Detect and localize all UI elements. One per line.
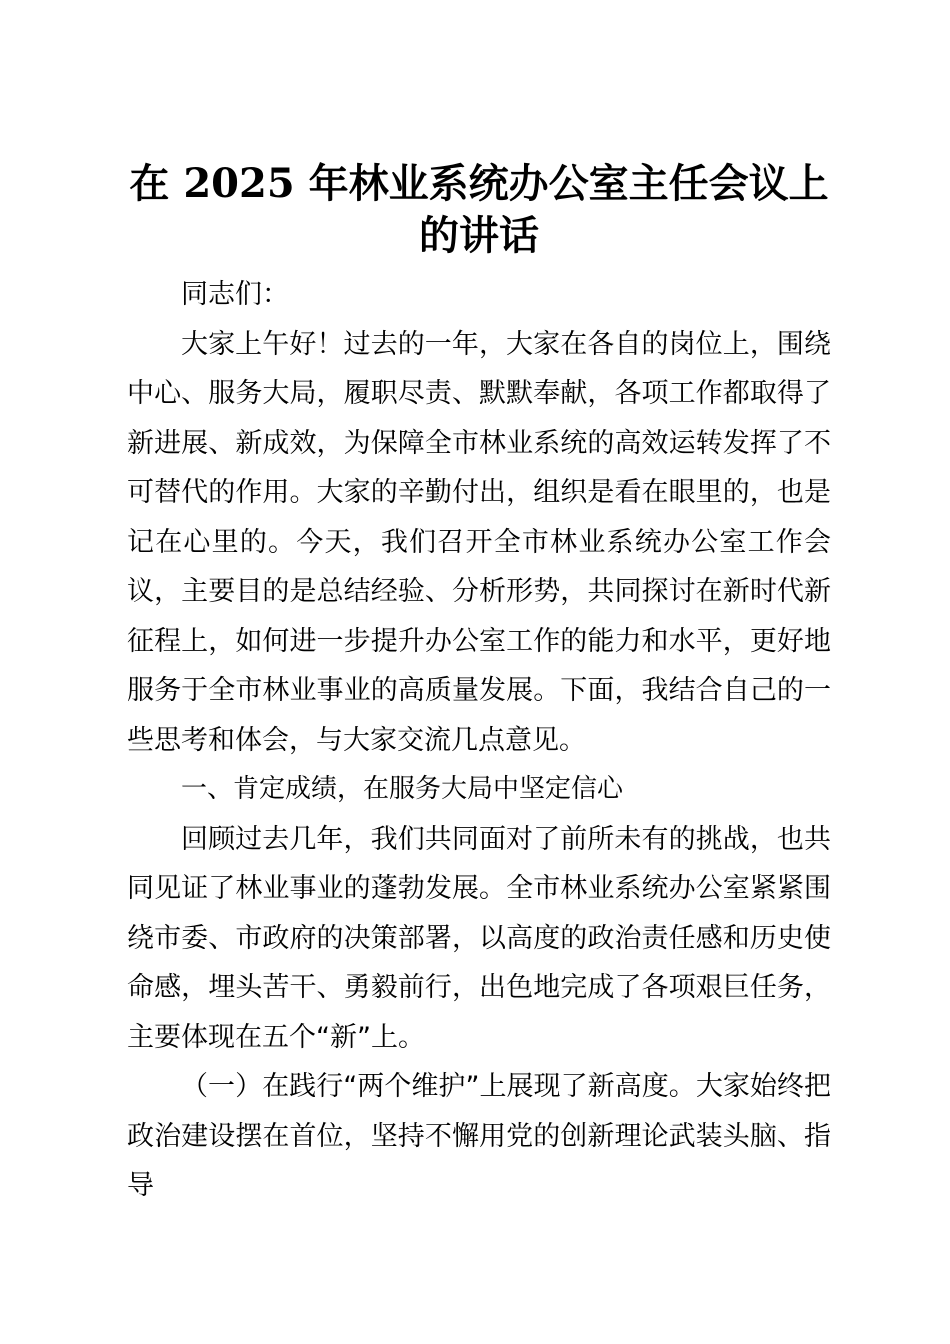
title-line-1: 在 2025 年林业系统办公室主任会议上 xyxy=(129,160,829,207)
salutation: 同志们： xyxy=(181,279,289,310)
section-paragraph-1: 回顾过去几年，我们共同面对了前所未有的挑战，也共同见证了林业事业的蓬勃发展。全市林业系统办公室紧紧围绕市委、市政府的决策部署，以高度的政治责任感和历史使命感，埋头苦干、勇毅前行，出色地完成了各项艰巨任务，主要体现在五个“新”上。 xyxy=(127,823,831,1053)
document-body xyxy=(127,158,831,1211)
intro-paragraph: 大家上午好！过去的一年，大家在各自的岗位上，围绕中心、服务大局，履职尽责、默默奉献，各项工作都取得了新进展、新成效，为保障全市林业系统的高效运转发挥了不可替代的作用。大家的辛勤付出，组织是看在眼里的，也是记在心里的。今天，我们召开全市林业系统办公室工作会议，主要目的是总结经验、分析形势，共同探讨在新时代新征程上，如何进一步提升办公室工作的能力和水平，更好地服务于全市林业事业的高质量发展。下面，我结合自己的一些思考和体会，与大家交流几点意见。 xyxy=(127,328,831,756)
document-title xyxy=(127,158,831,262)
section-heading: 一、肯定成绩，在服务大局中坚定信心 xyxy=(181,774,624,804)
title-line-2: 的讲话 xyxy=(419,212,539,259)
section-paragraph-2: （一）在践行“两个维护”上展现了新高度。大家始终把政治建设摆在首位，坚持不懈用党的创新理论武装头脑、指导 xyxy=(127,1071,831,1201)
